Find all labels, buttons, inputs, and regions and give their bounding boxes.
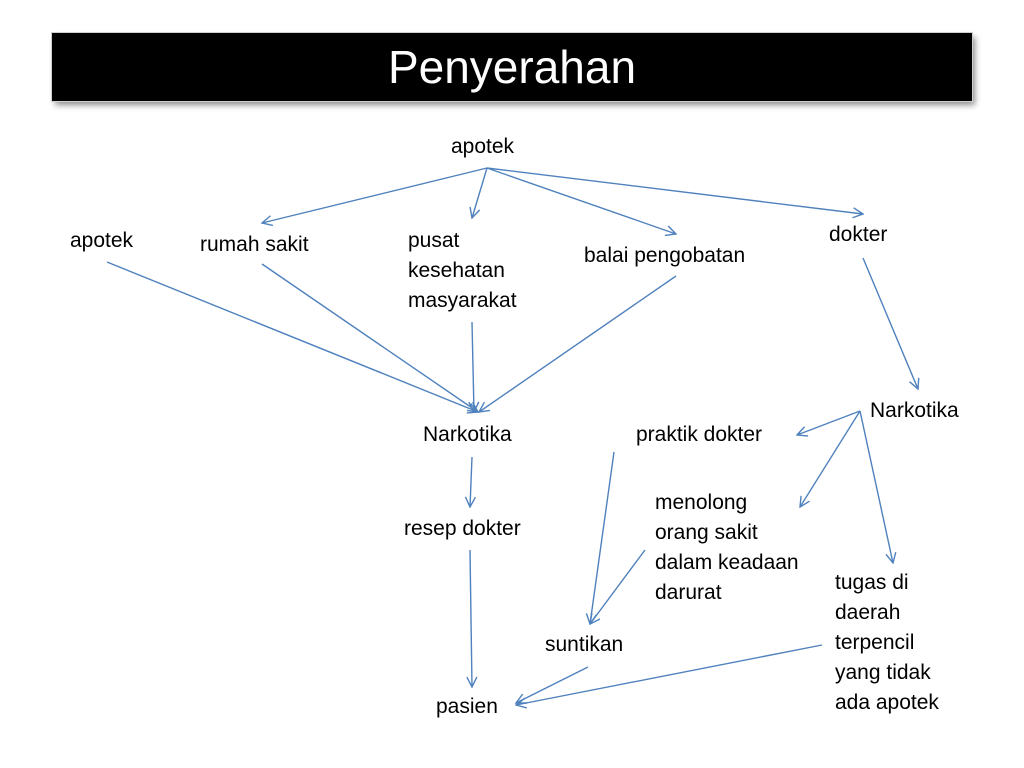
arrow-resep-to-pasien bbox=[470, 550, 472, 687]
arrow-apotek-to-dokter bbox=[487, 168, 863, 214]
node-puskesmas-line: masyarakat bbox=[408, 289, 517, 312]
node-puskesmas-line: pusat bbox=[408, 229, 460, 252]
arrow-apotek-to-balai bbox=[487, 168, 676, 234]
arrow-narkotika-to-menolong bbox=[800, 411, 860, 507]
arrow-narkotika-to-resep bbox=[470, 457, 472, 507]
node-resep-dokter: resep dokter bbox=[404, 517, 521, 540]
arrow-dokter-to-narkotika bbox=[863, 258, 918, 389]
node-tugas-line: terpencil bbox=[835, 631, 915, 654]
node-balai-pengobatan: balai pengobatan bbox=[584, 244, 746, 267]
arrow-apotek-to-puskesmas bbox=[472, 168, 487, 218]
node-tugas-line: daerah bbox=[835, 601, 901, 624]
node-apotek-left: apotek bbox=[70, 229, 134, 252]
node-dokter: dokter bbox=[829, 223, 888, 246]
slide-title: Penyerahan bbox=[387, 41, 637, 93]
node-tugas-line: ada apotek bbox=[835, 691, 939, 714]
arrow-praktik-to-suntikan bbox=[590, 452, 614, 624]
node-praktik-dokter: praktik dokter bbox=[636, 423, 763, 446]
node-pasien: pasien bbox=[436, 695, 498, 718]
node-tugas-line: yang tidak bbox=[835, 661, 931, 684]
node-apotek-top: apotek bbox=[451, 135, 515, 158]
arrow-puskesmas-to-narkotika bbox=[472, 322, 474, 412]
node-menolong bbox=[655, 488, 799, 608]
node-tugas-line: tugas di bbox=[835, 571, 909, 594]
arrow-narkotika-to-tugas bbox=[860, 411, 893, 563]
node-menolong-line: orang sakit bbox=[655, 521, 758, 544]
node-menolong-line: darurat bbox=[655, 581, 722, 604]
node-menolong-line: menolong bbox=[655, 491, 748, 514]
arrow-apotek-to-rumah-sakit bbox=[262, 168, 487, 223]
node-tugas bbox=[835, 568, 939, 718]
node-puskesmas-line: kesehatan bbox=[408, 259, 505, 282]
node-narkotika-right: Narkotika bbox=[870, 399, 959, 422]
node-menolong-line: dalam keadaan bbox=[655, 551, 799, 574]
node-suntikan: suntikan bbox=[545, 633, 624, 656]
node-rumah-sakit: rumah sakit bbox=[200, 233, 309, 256]
node-puskesmas bbox=[408, 226, 517, 316]
arrow-narkotika-to-praktik bbox=[797, 411, 860, 435]
node-narkotika-left: Narkotika bbox=[423, 423, 512, 446]
